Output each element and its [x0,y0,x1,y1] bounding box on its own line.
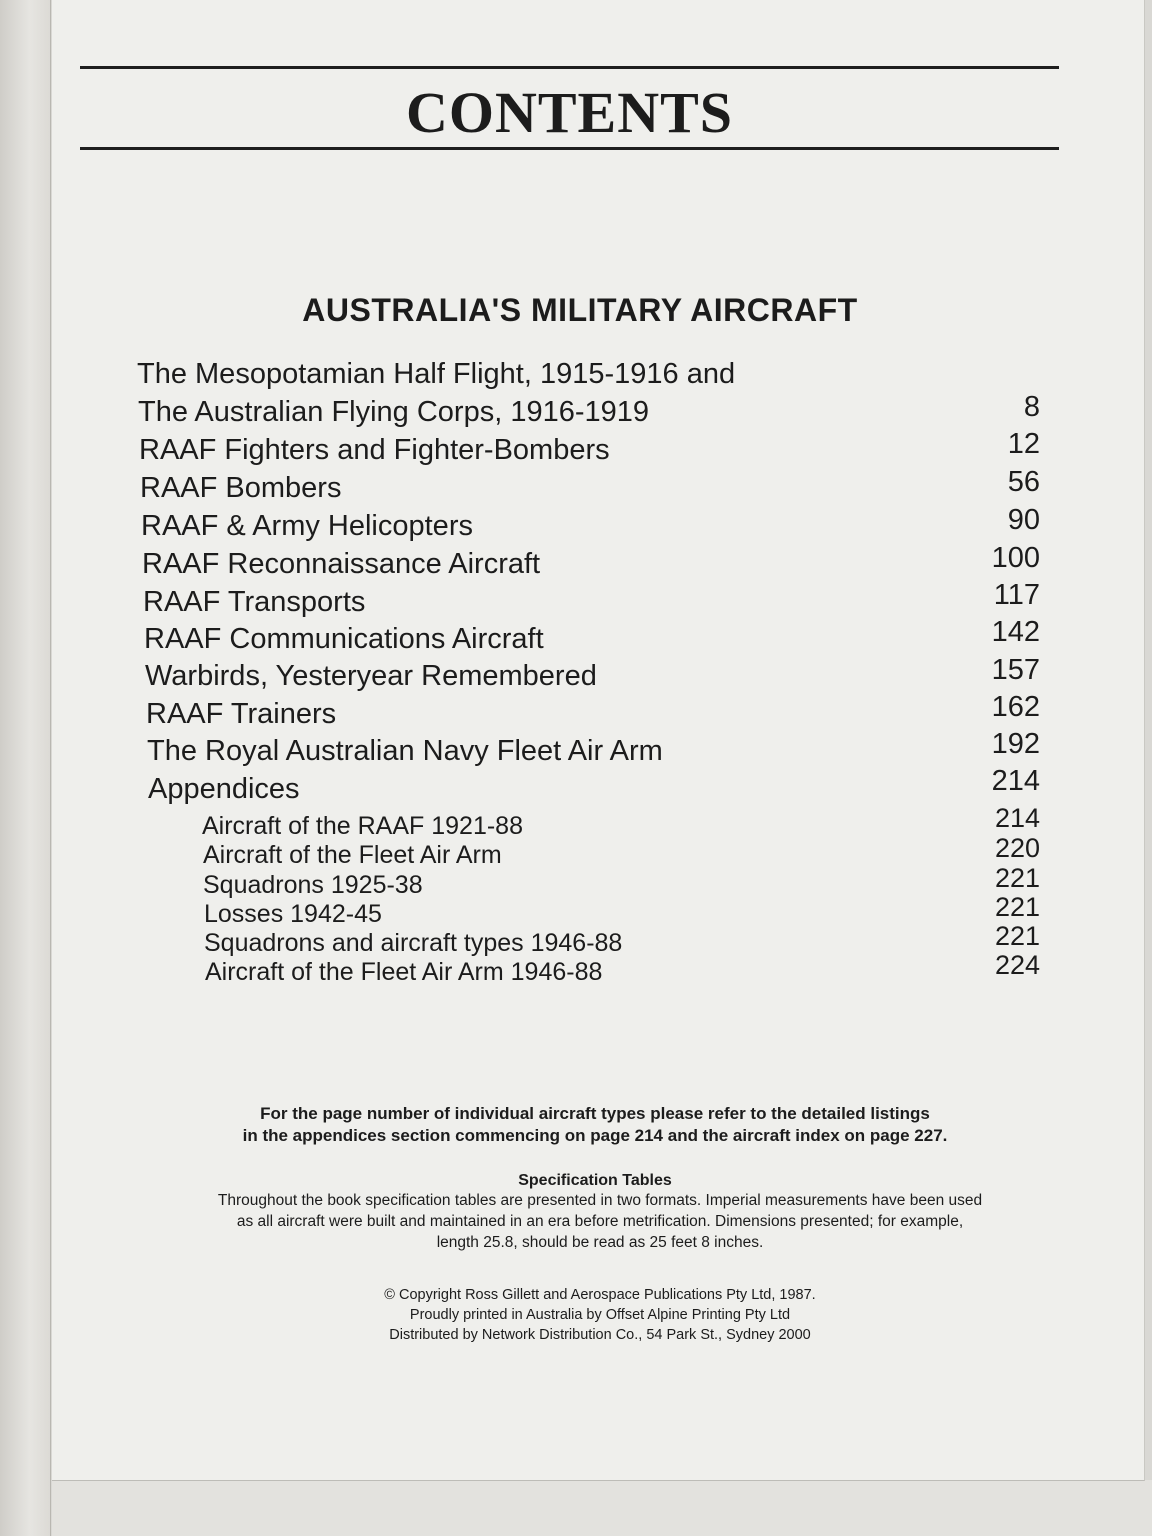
book-spine [0,0,51,1536]
specification-heading: Specification Tables [518,1172,672,1189]
toc-entry-title: RAAF Fighters and Fighter-Bombers [139,434,610,466]
top-rule [80,66,1059,69]
copyright-line: © Copyright Ross Gillett and Aerospace Publications Pty Ltd, 1987. [384,1287,816,1303]
toc-entry-title: The Australian Flying Corps, 1916-1919 [138,396,650,428]
toc-entry-page: 117 [993,579,1040,611]
appendix-entry-title: Squadrons 1925-38 [203,871,423,899]
toc-entry-page: 8 [1023,391,1040,423]
toc-entry-title: RAAF & Army Helicopters [141,510,473,542]
toc-entry-title: The Mesopotamian Half Flight, 1915-1916 and [137,358,736,390]
reference-note-line: For the page number of individual aircraft types please refer to the detailed listings [260,1104,930,1123]
appendix-entry-title: Losses 1942-45 [204,900,382,928]
toc-entry-title: RAAF Transports [143,586,366,618]
printer-line: Proudly printed in Australia by Offset Alpine Printing Pty Ltd [409,1307,791,1323]
toc-entry-title: RAAF Reconnaissance Aircraft [142,548,541,580]
specification-text-line: length 25.8, should be read as 25 feet 8 inches. [436,1234,764,1251]
title-underline-rule [80,147,1059,150]
toc-entry-title: RAAF Trainers [146,698,337,730]
toc-entry-page: 12 [1007,428,1040,460]
appendix-entry-page: 221 [994,921,1040,951]
section-heading: AUSTRALIA'S MILITARY AIRCRAFT [302,292,858,328]
toc-entry-page: 100 [991,542,1040,574]
toc-entry-title: RAAF Bombers [140,472,342,504]
specification-text-line: as all aircraft were built and maintained in an era before metrification. Dimensions presented; for example, [236,1213,964,1230]
appendix-entry-title: Aircraft of the Fleet Air Arm 1946-88 [205,958,603,986]
toc-entry-title: RAAF Communications Aircraft [144,623,544,655]
appendix-entry-title: Aircraft of the Fleet Air Arm [203,841,502,869]
appendix-entry-page: 221 [994,863,1040,893]
toc-entry-page: 142 [991,616,1040,648]
distributor-line: Distributed by Network Distribution Co., 54 Park St., Sydney 2000 [389,1327,811,1343]
toc-entry-title: The Royal Australian Navy Fleet Air Arm [147,735,663,767]
appendix-entry-page: 220 [994,833,1040,863]
toc-entry-page: 56 [1007,466,1040,498]
appendix-entry-page: 224 [994,950,1040,980]
page-shadow [52,1480,1152,1536]
appendix-entry-page: 214 [994,803,1040,833]
appendix-entry-title: Squadrons and aircraft types 1946-88 [204,929,623,957]
toc-entry-title: Warbirds, Yesteryear Remembered [145,660,597,692]
toc-entry-page: 90 [1007,504,1040,536]
specification-text-line: Throughout the book specification tables are presented in two formats. Imperial measurements have been used [217,1192,983,1209]
toc-entry-page: 192 [991,728,1040,760]
toc-entry-title: Appendices [148,773,300,805]
toc-entry-page: 162 [991,691,1040,723]
appendix-entry-title: Aircraft of the RAAF 1921-88 [202,812,523,840]
toc-entry-page: 157 [991,654,1040,686]
reference-note-line: in the appendices section commencing on page 214 and the aircraft index on page 227. [242,1126,948,1145]
appendix-entry-page: 221 [994,892,1040,922]
toc-entry-page: 214 [991,765,1040,797]
page-title: CONTENTS [405,80,734,145]
